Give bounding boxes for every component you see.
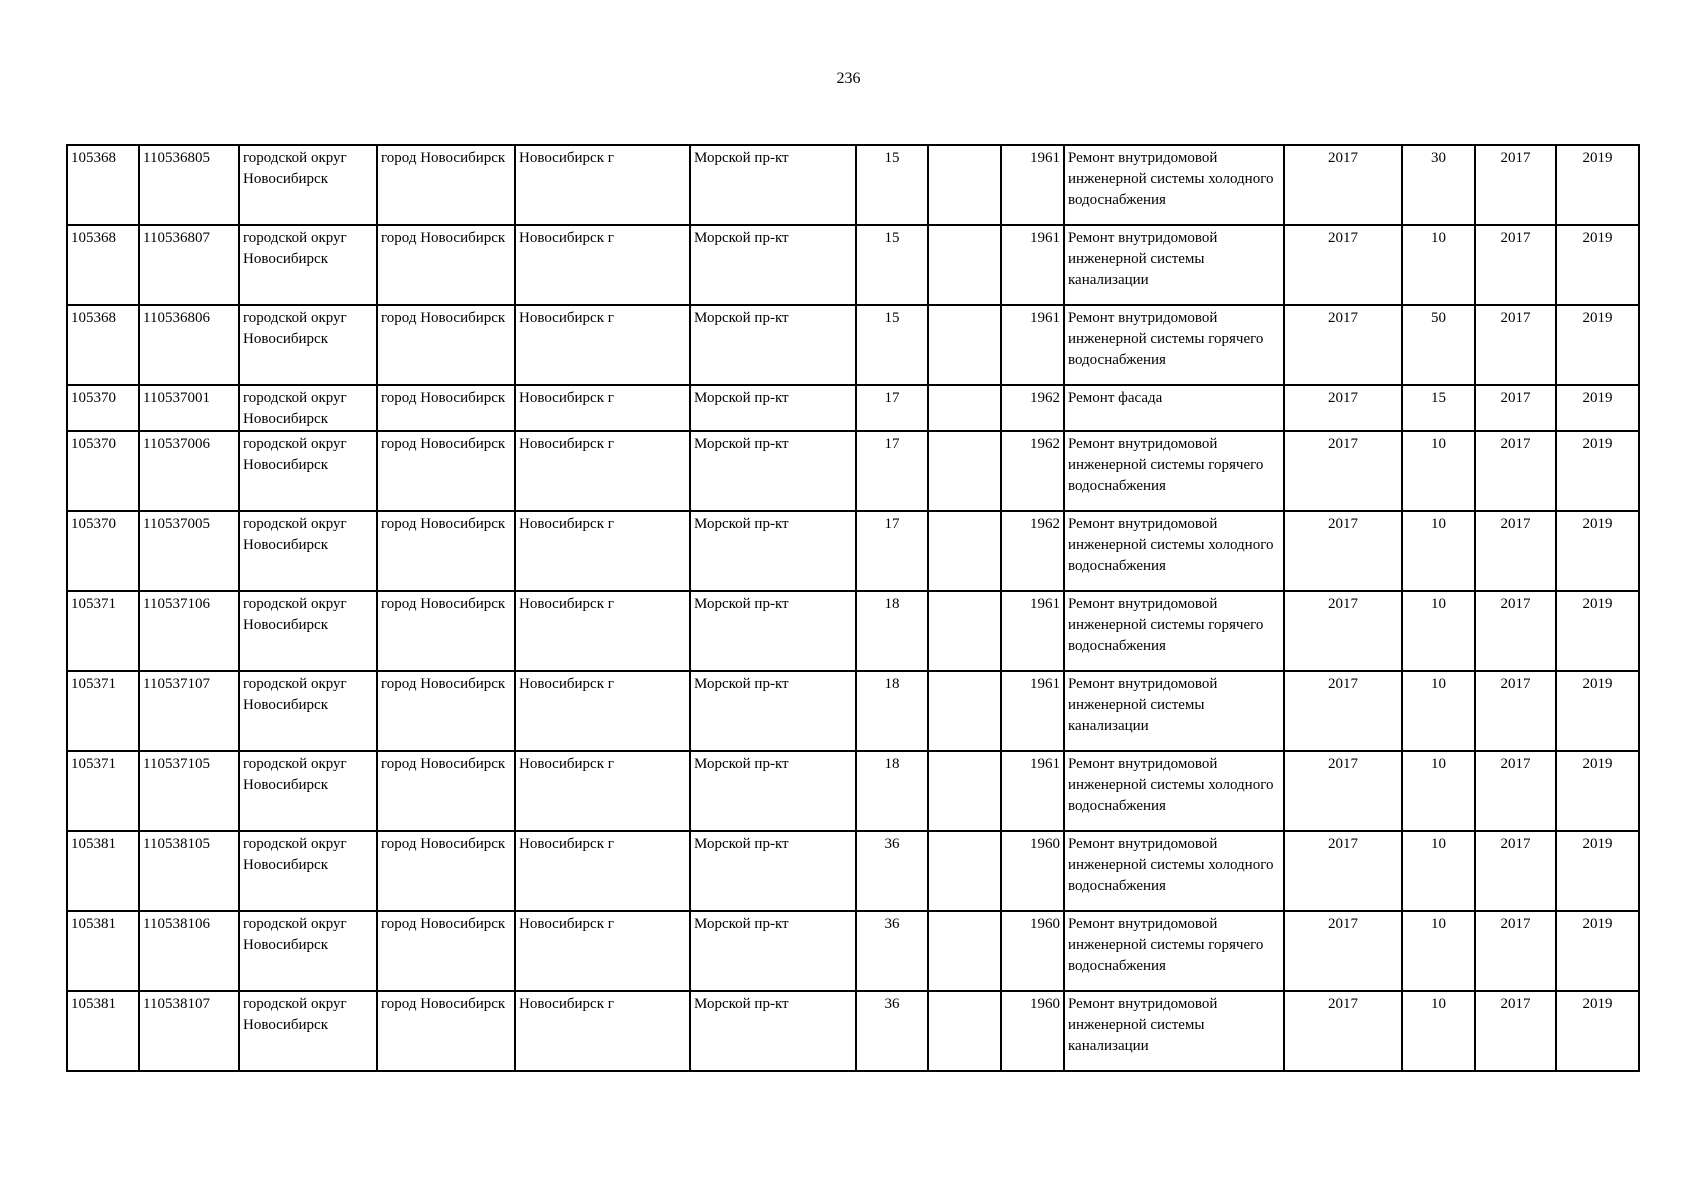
table-row: [67, 671, 1639, 751]
cell-id: 105370: [67, 511, 139, 591]
cell-settlement: город Новосибирск: [377, 911, 515, 991]
cell-district: городской округ Новосибирск: [239, 911, 377, 991]
cell-id: 105371: [67, 591, 139, 671]
cell-house: 36: [856, 991, 928, 1071]
cell-house: 36: [856, 911, 928, 991]
cell-year-built: 1961: [1001, 305, 1064, 385]
cell-street: Морской пр-кт: [690, 225, 856, 305]
cell-settlement: город Новосибирск: [377, 145, 515, 225]
cell-year-end: 2019: [1556, 751, 1639, 831]
cell-house: 17: [856, 431, 928, 511]
cell-city: Новосибирск г: [515, 591, 690, 671]
cell-year-from: 2017: [1284, 591, 1402, 671]
cell-block: [928, 145, 1001, 225]
cell-work-type: Ремонт внутридомовой инженерной системы горячего водоснабжения: [1064, 911, 1284, 991]
cell-block: [928, 751, 1001, 831]
cell-code: 110538105: [139, 831, 239, 911]
cell-work-type: Ремонт внутридомовой инженерной системы канализации: [1064, 671, 1284, 751]
cell-year-from: 2017: [1284, 145, 1402, 225]
cell-city: Новосибирск г: [515, 991, 690, 1071]
cell-work-type: Ремонт внутридомовой инженерной системы канализации: [1064, 225, 1284, 305]
cell-street: Морской пр-кт: [690, 911, 856, 991]
cell-value: 10: [1402, 591, 1475, 671]
cell-year-built: 1960: [1001, 831, 1064, 911]
table-row: [67, 991, 1639, 1071]
cell-block: [928, 591, 1001, 671]
table-row: [67, 831, 1639, 911]
cell-district: городской округ Новосибирск: [239, 431, 377, 511]
cell-city: Новосибирск г: [515, 511, 690, 591]
cell-id: 105381: [67, 991, 139, 1071]
cell-value: 50: [1402, 305, 1475, 385]
cell-year-start: 2017: [1475, 385, 1556, 431]
cell-year-built: 1962: [1001, 431, 1064, 511]
cell-street: Морской пр-кт: [690, 431, 856, 511]
cell-street: Морской пр-кт: [690, 385, 856, 431]
cell-id: 105381: [67, 831, 139, 911]
cell-year-start: 2017: [1475, 511, 1556, 591]
cell-year-built: 1960: [1001, 991, 1064, 1071]
cell-work-type: Ремонт внутридомовой инженерной системы холодного водоснабжения: [1064, 511, 1284, 591]
cell-district: городской округ Новосибирск: [239, 305, 377, 385]
cell-year-built: 1960: [1001, 911, 1064, 991]
cell-value: 10: [1402, 225, 1475, 305]
cell-year-start: 2017: [1475, 305, 1556, 385]
cell-city: Новосибирск г: [515, 671, 690, 751]
page-number: 236: [836, 70, 861, 87]
cell-value: 10: [1402, 511, 1475, 591]
cell-year-start: 2017: [1475, 671, 1556, 751]
cell-house: 15: [856, 305, 928, 385]
cell-house: 17: [856, 511, 928, 591]
cell-settlement: город Новосибирск: [377, 385, 515, 431]
cell-block: [928, 385, 1001, 431]
cell-house: 17: [856, 385, 928, 431]
cell-street: Морской пр-кт: [690, 511, 856, 591]
cell-city: Новосибирск г: [515, 225, 690, 305]
cell-value: 15: [1402, 385, 1475, 431]
cell-year-end: 2019: [1556, 431, 1639, 511]
cell-district: городской округ Новосибирск: [239, 991, 377, 1071]
cell-year-start: 2017: [1475, 225, 1556, 305]
table-row: [67, 385, 1639, 431]
cell-code: 110538106: [139, 911, 239, 991]
cell-code: 110536807: [139, 225, 239, 305]
cell-year-end: 2019: [1556, 591, 1639, 671]
cell-year-built: 1962: [1001, 511, 1064, 591]
cell-year-start: 2017: [1475, 751, 1556, 831]
cell-house: 18: [856, 751, 928, 831]
cell-year-end: 2019: [1556, 511, 1639, 591]
cell-settlement: город Новосибирск: [377, 591, 515, 671]
cell-district: городской округ Новосибирск: [239, 385, 377, 431]
table-row: [67, 431, 1639, 511]
cell-street: Морской пр-кт: [690, 671, 856, 751]
cell-city: Новосибирск г: [515, 305, 690, 385]
cell-block: [928, 991, 1001, 1071]
cell-city: Новосибирск г: [515, 751, 690, 831]
cell-settlement: город Новосибирск: [377, 831, 515, 911]
cell-id: 105368: [67, 225, 139, 305]
cell-code: 110537006: [139, 431, 239, 511]
cell-code: 110537106: [139, 591, 239, 671]
cell-block: [928, 911, 1001, 991]
cell-house: 15: [856, 145, 928, 225]
cell-street: Морской пр-кт: [690, 145, 856, 225]
cell-value: 10: [1402, 431, 1475, 511]
cell-house: 15: [856, 225, 928, 305]
table-body: [67, 145, 1639, 1071]
cell-settlement: город Новосибирск: [377, 751, 515, 831]
cell-street: Морской пр-кт: [690, 991, 856, 1071]
cell-code: 110537001: [139, 385, 239, 431]
cell-year-from: 2017: [1284, 511, 1402, 591]
cell-id: 105368: [67, 145, 139, 225]
cell-settlement: город Новосибирск: [377, 225, 515, 305]
cell-city: Новосибирск г: [515, 911, 690, 991]
table-row: [67, 751, 1639, 831]
cell-district: городской округ Новосибирск: [239, 831, 377, 911]
cell-year-built: 1961: [1001, 751, 1064, 831]
cell-code: 110536806: [139, 305, 239, 385]
cell-id: 105368: [67, 305, 139, 385]
cell-id: 105371: [67, 671, 139, 751]
cell-year-from: 2017: [1284, 385, 1402, 431]
cell-house: 18: [856, 671, 928, 751]
cell-district: городской округ Новосибирск: [239, 511, 377, 591]
cell-year-from: 2017: [1284, 991, 1402, 1071]
cell-block: [928, 671, 1001, 751]
cell-district: городской округ Новосибирск: [239, 751, 377, 831]
cell-year-start: 2017: [1475, 591, 1556, 671]
cell-year-end: 2019: [1556, 991, 1639, 1071]
cell-year-start: 2017: [1475, 831, 1556, 911]
cell-year-from: 2017: [1284, 225, 1402, 305]
cell-work-type: Ремонт внутридомовой инженерной системы горячего водоснабжения: [1064, 591, 1284, 671]
table-row: [67, 911, 1639, 991]
cell-work-type: Ремонт внутридомовой инженерной системы холодного водоснабжения: [1064, 145, 1284, 225]
cell-year-built: 1961: [1001, 225, 1064, 305]
cell-year-from: 2017: [1284, 831, 1402, 911]
cell-settlement: город Новосибирск: [377, 991, 515, 1071]
registry-table: [66, 144, 1640, 1072]
table-row: [67, 225, 1639, 305]
cell-work-type: Ремонт фасада: [1064, 385, 1284, 431]
cell-street: Морской пр-кт: [690, 831, 856, 911]
cell-year-built: 1961: [1001, 671, 1064, 751]
cell-year-from: 2017: [1284, 911, 1402, 991]
cell-district: городской округ Новосибирск: [239, 671, 377, 751]
cell-code: 110537107: [139, 671, 239, 751]
cell-value: 10: [1402, 911, 1475, 991]
cell-id: 105370: [67, 385, 139, 431]
cell-block: [928, 305, 1001, 385]
table-row: [67, 591, 1639, 671]
cell-settlement: город Новосибирск: [377, 431, 515, 511]
cell-year-start: 2017: [1475, 911, 1556, 991]
cell-year-from: 2017: [1284, 305, 1402, 385]
cell-street: Морской пр-кт: [690, 305, 856, 385]
cell-house: 36: [856, 831, 928, 911]
cell-year-built: 1962: [1001, 385, 1064, 431]
cell-year-built: 1961: [1001, 591, 1064, 671]
cell-value: 10: [1402, 991, 1475, 1071]
cell-id: 105381: [67, 911, 139, 991]
cell-city: Новосибирск г: [515, 431, 690, 511]
cell-year-from: 2017: [1284, 751, 1402, 831]
cell-code: 110537005: [139, 511, 239, 591]
cell-house: 18: [856, 591, 928, 671]
cell-year-start: 2017: [1475, 431, 1556, 511]
cell-year-end: 2019: [1556, 225, 1639, 305]
table-row: [67, 511, 1639, 591]
cell-year-end: 2019: [1556, 831, 1639, 911]
cell-block: [928, 431, 1001, 511]
cell-settlement: город Новосибирск: [377, 305, 515, 385]
cell-block: [928, 225, 1001, 305]
cell-value: 30: [1402, 145, 1475, 225]
cell-code: 110537105: [139, 751, 239, 831]
cell-work-type: Ремонт внутридомовой инженерной системы холодного водоснабжения: [1064, 831, 1284, 911]
cell-district: городской округ Новосибирск: [239, 225, 377, 305]
cell-city: Новосибирск г: [515, 385, 690, 431]
cell-value: 10: [1402, 751, 1475, 831]
cell-id: 105371: [67, 751, 139, 831]
cell-district: городской округ Новосибирск: [239, 591, 377, 671]
cell-year-end: 2019: [1556, 671, 1639, 751]
cell-year-end: 2019: [1556, 911, 1639, 991]
cell-year-built: 1961: [1001, 145, 1064, 225]
cell-code: 110536805: [139, 145, 239, 225]
cell-street: Морской пр-кт: [690, 591, 856, 671]
table-row: [67, 145, 1639, 225]
cell-year-from: 2017: [1284, 431, 1402, 511]
cell-city: Новосибирск г: [515, 831, 690, 911]
cell-work-type: Ремонт внутридомовой инженерной системы горячего водоснабжения: [1064, 305, 1284, 385]
cell-code: 110538107: [139, 991, 239, 1071]
cell-year-from: 2017: [1284, 671, 1402, 751]
cell-settlement: город Новосибирск: [377, 671, 515, 751]
cell-city: Новосибирск г: [515, 145, 690, 225]
cell-settlement: город Новосибирск: [377, 511, 515, 591]
cell-work-type: Ремонт внутридомовой инженерной системы горячего водоснабжения: [1064, 431, 1284, 511]
cell-block: [928, 831, 1001, 911]
cell-year-end: 2019: [1556, 305, 1639, 385]
cell-year-start: 2017: [1475, 145, 1556, 225]
cell-year-end: 2019: [1556, 385, 1639, 431]
cell-work-type: Ремонт внутридомовой инженерной системы канализации: [1064, 991, 1284, 1071]
table-row: [67, 305, 1639, 385]
cell-value: 10: [1402, 831, 1475, 911]
cell-block: [928, 511, 1001, 591]
cell-year-end: 2019: [1556, 145, 1639, 225]
cell-street: Морской пр-кт: [690, 751, 856, 831]
cell-year-start: 2017: [1475, 991, 1556, 1071]
cell-id: 105370: [67, 431, 139, 511]
cell-value: 10: [1402, 671, 1475, 751]
cell-district: городской округ Новосибирск: [239, 145, 377, 225]
cell-work-type: Ремонт внутридомовой инженерной системы холодного водоснабжения: [1064, 751, 1284, 831]
